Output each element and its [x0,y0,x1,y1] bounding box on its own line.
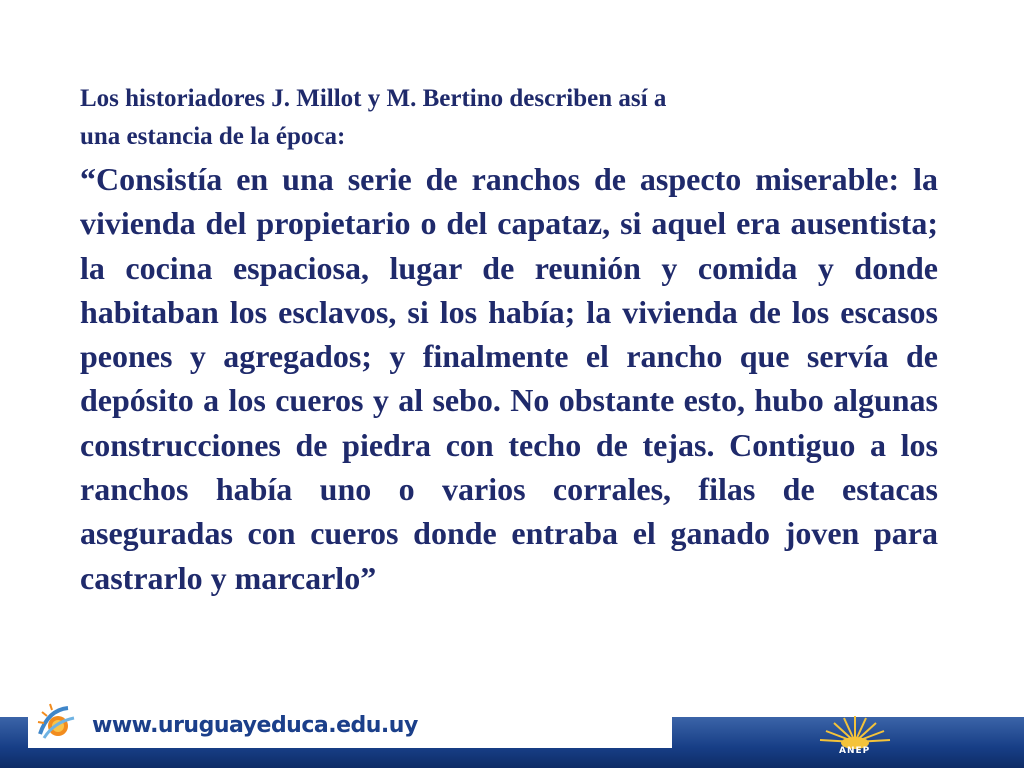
intro-line-2: una estancia de la época: [80,123,346,150]
site-url-link[interactable]: www.uruguayeduca.edu.uy [92,713,418,738]
intro-line-1: Los historiadores J. Millot y M. Bertino describen así a [80,85,667,112]
anep-label: ANEP [839,746,871,756]
intro-text [80,80,920,156]
quote-paragraph: “Consistía en una serie de ranchos de aspecto miserable: la vivienda del propietario o del capataz, si aquel era ausentista; la cocina espaciosa, lugar de reunión y comida y donde habitaban los esclavos, si los había; la vivienda de los escasos peones y agregados; y finalmente el rancho que servía de depósito a los cueros y al sebo. No obstante esto, hubo algunas construcciones de piedra con techo de tejas. Contiguo a los ranchos había uno o varios corrales, filas de estacas aseguradas con cueros donde entraba el ganado joven para castrarlo y marcarlo” [80,161,938,596]
uruguayeduca-sun-icon [34,700,80,746]
